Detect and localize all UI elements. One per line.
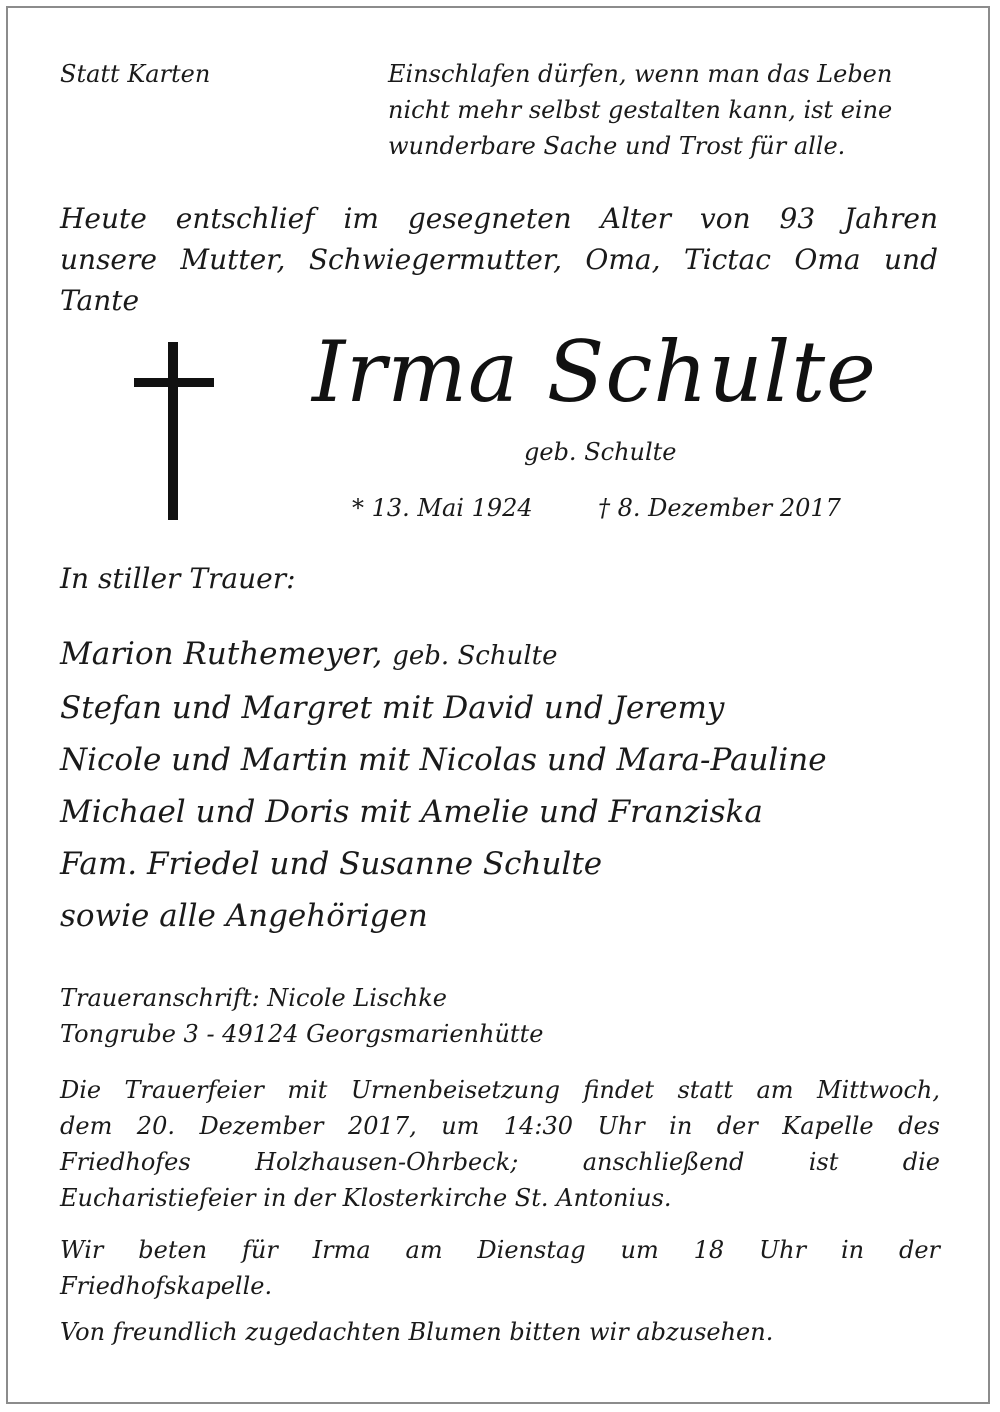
mourner-line: Stefan und Margret mit David und Jeremy	[60, 690, 725, 726]
death-date: † 8. Dezember 2017	[598, 494, 841, 522]
mourner-maiden: geb. Schulte	[392, 641, 558, 671]
funeral-line: Die Trauerfeier mit Urnenbeisetzung findet statt am Mittwoch,	[60, 1076, 940, 1104]
mourner-name: Marion Ruthemeyer,	[60, 636, 383, 672]
motto-line: wunderbare Sache und Trost für alle.	[388, 132, 846, 160]
funeral-line: dem 20. Dezember 2017, um 14:30 Uhr in der Kapelle des	[60, 1112, 940, 1140]
mourner-line: Michael und Doris mit Amelie und Franziska	[60, 794, 763, 830]
funeral-line: Friedhofes Holzhausen-Ohrbeck; anschließend ist die	[60, 1148, 940, 1176]
motto-quote	[388, 56, 948, 164]
motto-line: nicht mehr selbst gestalten kann, ist eine	[388, 96, 893, 124]
mourner-line: Nicole und Martin mit Nicolas und Mara-Pauline	[60, 742, 827, 778]
mourner-line	[60, 628, 940, 682]
prayer-line: Friedhofskapelle.	[60, 1272, 273, 1300]
mourners-list	[60, 628, 940, 942]
intro-line: unsere Mutter, Schwiegermutter, Oma, Tictac Oma und	[60, 243, 938, 276]
cross-icon	[134, 342, 214, 520]
prayer-line: Wir beten für Irma am Dienstag um 18 Uhr in der	[60, 1236, 940, 1264]
intro-line: Heute entschlief im gesegneten Alter von 93 Jahren	[60, 202, 938, 235]
maiden-name: geb. Schulte	[524, 438, 677, 466]
prayer-info	[60, 1232, 940, 1304]
funeral-info	[60, 1072, 940, 1216]
mourner-line: Fam. Friedel und Susanne Schulte	[60, 846, 603, 882]
motto-line: Einschlafen dürfen, wenn man das Leben	[388, 60, 893, 88]
statt-karten: Statt Karten	[60, 60, 211, 88]
funeral-line: Eucharistiefeier in der Klosterkirche St. Antonius.	[60, 1184, 672, 1212]
address-line: Tongrube 3 - 49124 Georgsmarienhütte	[60, 1020, 544, 1048]
intro-line: Tante	[60, 284, 140, 317]
mourning-heading: In stiller Trauer:	[60, 562, 296, 595]
address-line: Traueranschrift: Nicole Lischke	[60, 984, 447, 1012]
deceased-name: Irma Schulte	[312, 323, 877, 421]
mourning-address	[60, 980, 940, 1052]
mourner-line: sowie alle Angehörigen	[60, 898, 428, 934]
flowers-note: Von freundlich zugedachten Blumen bitten wir abzusehen.	[60, 1318, 774, 1346]
intro-text	[60, 198, 938, 321]
birth-date: * 13. Mai 1924	[352, 494, 533, 522]
